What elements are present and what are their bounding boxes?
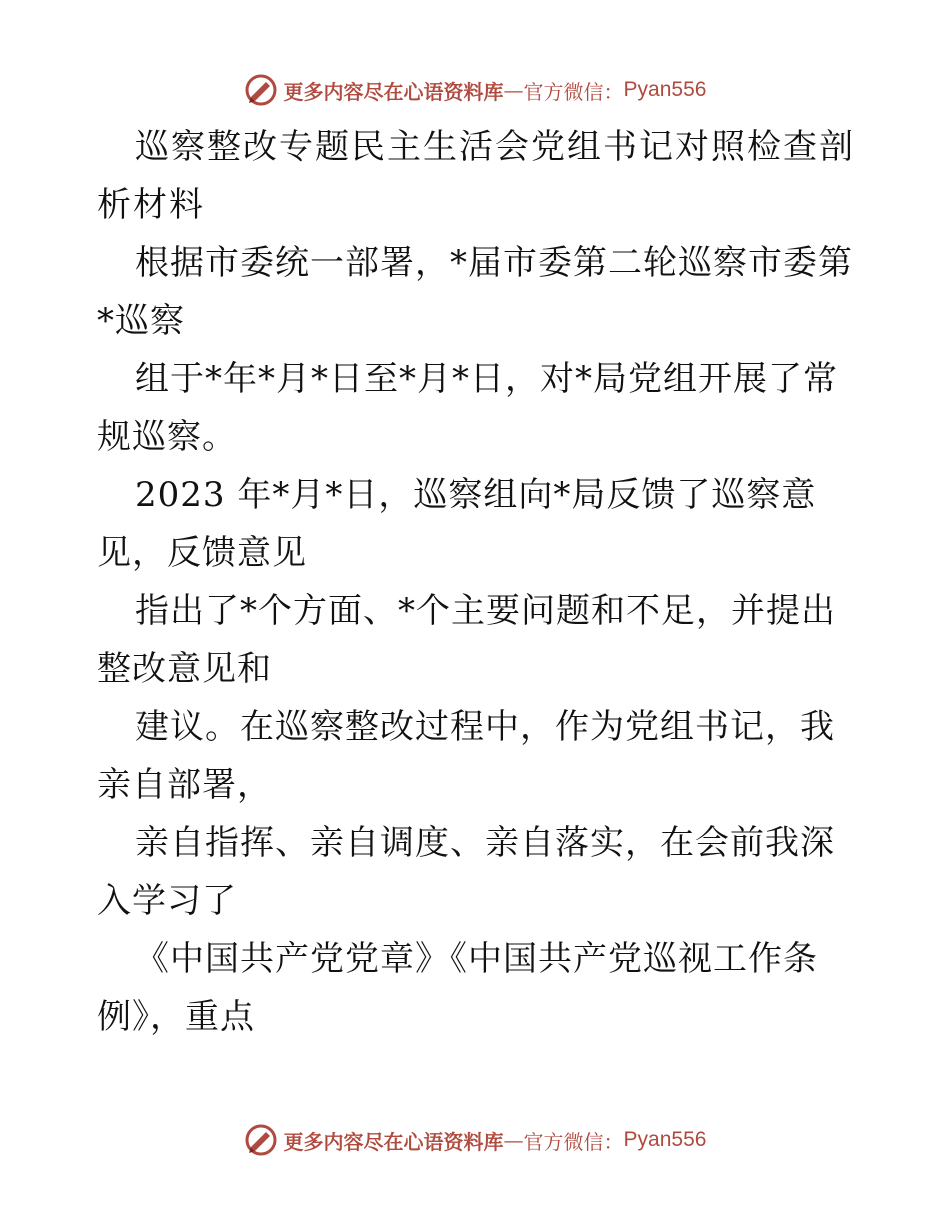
paragraph: 2023 年*月*日，巡察组向*局反馈了巡察意见，反馈意见 <box>97 475 817 573</box>
banner-dash: — <box>503 78 524 102</box>
banner-wechat-label: 官方微信： <box>523 1129 624 1154</box>
banner-dash: — <box>503 1128 524 1152</box>
header-banner <box>0 70 950 110</box>
pen-logo-icon <box>244 1123 278 1157</box>
banner-wechat-id: Pyan556 <box>623 1128 707 1151</box>
banner-wechat-id: Pyan556 <box>623 78 707 101</box>
banner-title: 更多内容尽在心语资料库 <box>283 79 504 104</box>
banner-title: 更多内容尽在心语资料库 <box>283 1129 504 1154</box>
banner-wechat-label: 官方微信： <box>523 79 624 104</box>
paragraph: 根据市委统一部署，*届市委第二轮巡察市委第*巡察 <box>97 243 853 341</box>
document-body <box>97 118 857 1046</box>
paragraph: 《中国共产党党章》《中国共产党巡视工作条例》，重点 <box>97 939 818 1037</box>
paragraph: 建议。在巡察整改过程中，作为党组书记，我亲自部署， <box>97 707 835 805</box>
document-title: 巡察整改专题民主生活会党组书记对照检查剖析材料 <box>97 127 855 225</box>
paragraph: 组于*年*月*日至*月*日，对*局党组开展了常规巡察。 <box>97 359 838 457</box>
paragraph: 指出了*个方面、*个主要问题和不足，并提出整改意见和 <box>97 591 836 689</box>
pen-logo-icon <box>244 73 278 107</box>
footer-banner <box>0 1120 950 1160</box>
paragraph: 亲自指挥、亲自调度、亲自落实，在会前我深入学习了 <box>97 823 835 921</box>
